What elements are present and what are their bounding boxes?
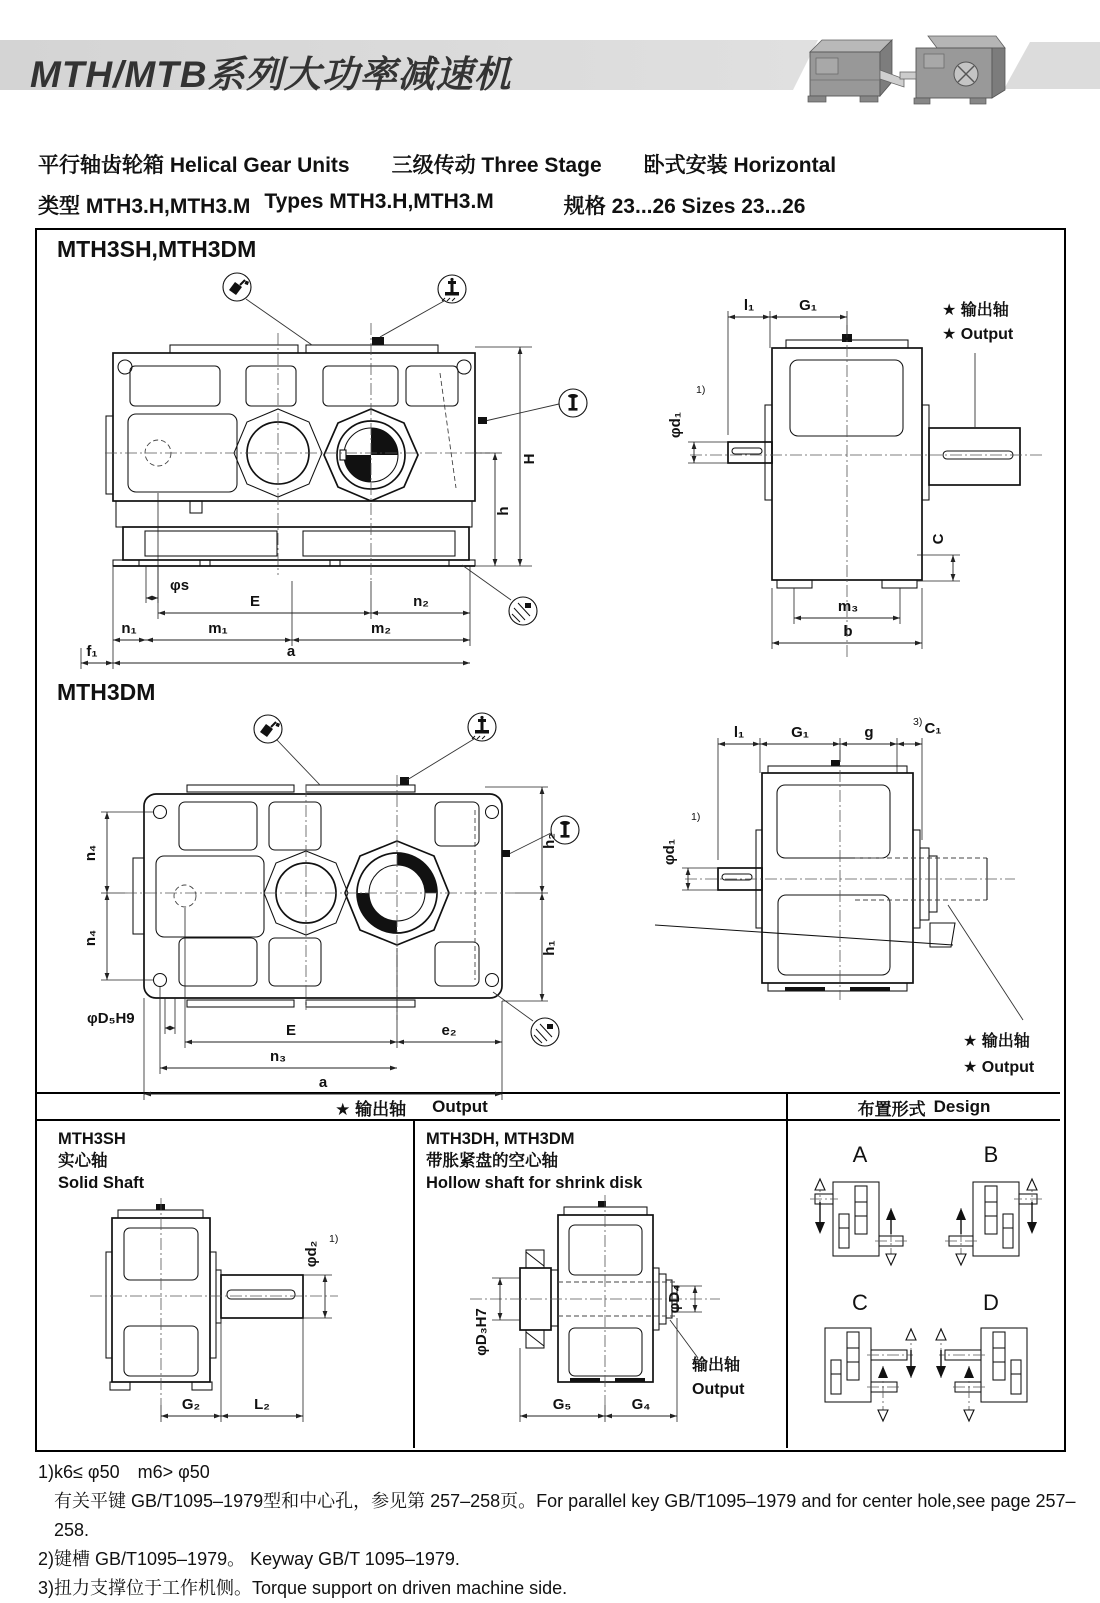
dim-arrowhead: [763, 315, 770, 320]
dim-arrowhead: [840, 742, 847, 747]
dim-arrowhead: [105, 893, 110, 900]
output-label-en-3: Output: [692, 1381, 745, 1398]
side-view-hollow-drawing: [655, 690, 1065, 1105]
dim-a2: a: [318, 1074, 328, 1091]
dim-arrowhead: [113, 661, 120, 666]
dim-arrowhead: [893, 616, 900, 621]
dim-arrowhead: [146, 638, 153, 643]
dim-f1: f₁: [86, 643, 98, 660]
dim-G5: G₅: [552, 1396, 572, 1413]
intro-1-seg-3: 卧式安装 Horizontal: [643, 154, 837, 177]
dim-phid1: φd₁: [667, 411, 684, 439]
dim-arrowhead: [670, 1414, 677, 1419]
oil-level-screw-icon: [559, 389, 587, 417]
output-label-en-2: ★ Output: [963, 1059, 1035, 1076]
dim-G2: G₂: [181, 1396, 201, 1413]
dim-arrowhead: [170, 1026, 175, 1031]
footnote-marker-1: 1): [696, 384, 706, 396]
dim-arrowhead: [598, 1414, 605, 1419]
dim-arrowhead: [139, 638, 146, 643]
dim-arrowhead: [498, 1313, 503, 1320]
dim-phid1b: φd₁: [661, 838, 678, 866]
dim-arrowhead: [105, 973, 110, 980]
footnote-3: 3)扭力支撑位于工作机侧。Torque support on driven machine side.: [38, 1578, 568, 1598]
dim-arrowhead: [540, 893, 545, 900]
dim-arrowhead: [686, 883, 691, 890]
gearbox-front-outline: [105, 323, 490, 581]
dim-arrowhead: [915, 641, 922, 646]
hollow-shaft-dimensions: [473, 1278, 702, 1422]
intro-1-seg-1: 平行轴齿轮箱 Helical Gear Units: [38, 154, 350, 177]
dim-b: b: [843, 623, 853, 640]
output-shaft-callout-2: [948, 905, 1035, 1076]
dim-G1: G₁: [799, 297, 817, 314]
dim-L2: L₂: [254, 1396, 270, 1413]
plan-view-dimensions: [82, 787, 558, 1100]
footnote-1: 1)k6≤ φ50 m6> φ50: [38, 1462, 210, 1482]
dim-arrowhead: [214, 1414, 221, 1419]
plan-view-drawing: [45, 690, 585, 1110]
design-band: [788, 1095, 1060, 1119]
output-band-cn: ★ 输出轴: [335, 1099, 407, 1119]
hollow-shaft-drawing: [430, 1190, 780, 1440]
dim-arrowhead: [915, 742, 922, 747]
footnote-marker-3: 3): [913, 716, 923, 728]
dim-h1: h₁: [541, 940, 558, 956]
dim-arrowhead: [463, 661, 470, 666]
dim-arrowhead: [106, 661, 113, 666]
dim-C: C: [930, 533, 947, 545]
dim-arrowhead: [693, 1305, 698, 1312]
dim-e2: e₂: [441, 1022, 457, 1039]
gearbox-side2-outline: [655, 750, 1015, 1000]
dim-a: a: [286, 643, 296, 660]
dim-arrowhead: [540, 886, 545, 893]
dim-arrowhead: [605, 1414, 612, 1419]
design-letter-B: B: [983, 1142, 999, 1167]
view-label-bottom: MTH3DM: [57, 679, 156, 705]
oil-fill-plug-icon: [254, 715, 282, 743]
intro-line-2: [38, 190, 805, 220]
dim-phis: φs: [170, 577, 190, 594]
dim-arrowhead: [463, 638, 470, 643]
breather-plug-icon: [438, 275, 466, 303]
dim-arrowhead: [323, 1311, 328, 1318]
service-point-balloons-plan: [254, 713, 579, 1046]
dim-arrowhead: [833, 742, 840, 747]
oil-drain-plug-icon: [509, 597, 537, 625]
dim-arrowhead: [161, 1414, 168, 1419]
dim-arrowhead: [951, 574, 956, 581]
side-view-dimensions: [667, 297, 960, 649]
output-label-cn-2: ★ 输出轴: [963, 1033, 1030, 1050]
dim-E2: E: [285, 1022, 297, 1039]
dim-arrowhead: [185, 1040, 192, 1045]
intro-line-1: [38, 149, 836, 179]
dim-G4: G₄: [631, 1396, 651, 1413]
solid-type: MTH3SH: [58, 1130, 126, 1148]
dim-arrowhead: [371, 611, 378, 616]
dim-arrowhead: [105, 812, 110, 819]
dim-g: g: [864, 724, 874, 741]
divider-shaft-panels: [413, 1121, 415, 1448]
side-view-drawing: [660, 263, 1060, 688]
dim-m3: m₃: [837, 598, 859, 615]
gearbox-side-outline: [690, 325, 1045, 658]
breather-plug-icon: [468, 713, 496, 741]
design-letter-A: A: [852, 1142, 868, 1167]
solid-cn: 实心轴: [58, 1152, 108, 1170]
view-label-top: MTH3SH,MTH3DM: [57, 236, 257, 262]
design-band-cn: 布置形式: [857, 1099, 926, 1119]
footnote-2: 2)键槽 GB/T1095–1979。 Keyway GB/T 1095–1979.: [38, 1549, 460, 1569]
oil-drain-plug-icon: [531, 1018, 559, 1046]
header-band-right-parallelogram: [1004, 42, 1100, 89]
divider-design-panel: [786, 1092, 788, 1448]
dim-arrowhead: [113, 638, 120, 643]
dim-h: h: [495, 506, 512, 516]
output-label-cn-3: 输出轴: [692, 1357, 741, 1374]
design-band-en: Design: [933, 1097, 991, 1116]
dim-n3: n₃: [269, 1048, 287, 1065]
dim-m1: m₁: [208, 620, 228, 637]
intro-2-seg-1: 类型 MTH3.H,MTH3.M: [38, 195, 251, 218]
dim-arrowhead: [152, 596, 158, 601]
dim-arrowhead: [493, 453, 498, 460]
gear-unit-photo-left: [808, 40, 904, 102]
dim-arrowhead: [840, 315, 847, 320]
dim-D4: φD₄: [666, 1284, 683, 1314]
dim-arrowhead: [323, 1275, 328, 1282]
side2-dimensions: [661, 716, 942, 890]
front-view-dimensions: [81, 347, 538, 669]
dim-arrowhead: [772, 641, 779, 646]
output-shaft-band: [37, 1095, 786, 1119]
dim-arrowhead: [540, 787, 545, 794]
intro-1-seg-2: 三级传动 Three Stage: [391, 154, 602, 177]
dim-arrowhead: [890, 742, 897, 747]
output-label-cn: ★ 输出轴: [942, 302, 1009, 319]
design-letter-C: C: [852, 1290, 868, 1315]
dim-arrowhead: [760, 742, 767, 747]
output-shaft-callout-3: [670, 1320, 745, 1398]
design-arrangement-panel: [795, 1128, 1057, 1443]
dim-H: H: [521, 453, 538, 465]
dim-arrowhead: [463, 611, 470, 616]
dim-arrowhead: [146, 596, 152, 601]
output-shaft-callout: [942, 300, 1014, 428]
design-letter-D: D: [983, 1290, 999, 1315]
dim-arrowhead: [951, 555, 956, 562]
dim-G1b: G₁: [791, 724, 809, 741]
solid-shaft-dimensions: [161, 1233, 338, 1422]
dim-arrowhead: [518, 347, 523, 354]
design-diagram-A: [810, 1179, 908, 1265]
dim-l1b: l₁: [733, 724, 745, 741]
hollow-en: Hollow shaft for shrink disk: [426, 1174, 643, 1192]
dim-arrowhead: [390, 1066, 397, 1071]
solid-en: Solid Shaft: [58, 1174, 145, 1192]
dim-arrowhead: [285, 638, 292, 643]
dim-arrowhead: [728, 315, 735, 320]
dim-arrowhead: [397, 1040, 404, 1045]
hollow-shaft-panel-title: [426, 1128, 642, 1194]
footnotes: [38, 1458, 1078, 1603]
hollow-type: MTH3DH, MTH3DM: [426, 1130, 575, 1148]
dim-phid2: φd₂: [303, 1240, 320, 1268]
footnote-marker-1b: 1): [691, 811, 701, 823]
dim-arrowhead: [692, 442, 697, 449]
dim-arrowhead: [718, 742, 725, 747]
dim-arrowhead: [292, 638, 299, 643]
dim-arrowhead: [518, 559, 523, 566]
design-diagram-D: [936, 1328, 1027, 1421]
dim-arrowhead: [105, 886, 110, 893]
dim-arrowhead: [158, 611, 165, 616]
dim-D5H9: φD₅H9: [87, 1010, 135, 1027]
design-diagram-C: [825, 1328, 916, 1421]
dim-arrowhead: [221, 1414, 228, 1419]
dim-E: E: [249, 593, 261, 610]
dim-C1: C₁: [924, 720, 942, 737]
intro-2-seg-3: 规格 23...26 Sizes 23...26: [563, 195, 806, 218]
gear-unit-photos: [800, 20, 1010, 125]
solid-shaft-outline: [90, 1198, 338, 1405]
dim-arrowhead: [493, 559, 498, 566]
hollow-cn: 带胀紧盘的空心轴: [426, 1152, 558, 1170]
dim-n4-top: n₄: [82, 844, 99, 862]
dim-arrowhead: [495, 1040, 502, 1045]
dim-arrowhead: [770, 315, 777, 320]
dim-arrowhead: [520, 1414, 527, 1419]
dim-arrowhead: [81, 661, 88, 666]
dim-arrowhead: [686, 868, 691, 875]
dim-arrowhead: [390, 1040, 397, 1045]
dim-arrowhead: [364, 611, 371, 616]
dim-n4-bottom: n₄: [82, 929, 99, 947]
output-band-en: Output: [432, 1097, 488, 1116]
dim-arrowhead: [160, 1066, 167, 1071]
dim-n1: n₁: [121, 620, 137, 637]
dim-D3H7: φD₃H7: [473, 1308, 490, 1356]
output-label-en: ★ Output: [942, 326, 1014, 343]
gear-unit-photo-right: [900, 36, 1005, 104]
dim-arrowhead: [753, 742, 760, 747]
dim-arrowhead: [693, 1286, 698, 1293]
design-diagram-B: [944, 1179, 1042, 1265]
gearbox-plan-outline: [125, 775, 515, 1020]
dim-m2: m₂: [370, 620, 392, 637]
footnote-1b: 有关平键 GB/T1095–1979型和中心孔，参见第 257–258页。For parallel key GB/T1095–1979 and for center hole,see page 257–258.: [54, 1491, 1076, 1540]
dim-arrowhead: [165, 1026, 170, 1031]
footnote-marker-1c: 1): [329, 1233, 339, 1245]
dim-arrowhead: [498, 1278, 503, 1285]
dim-arrowhead: [540, 994, 545, 1001]
solid-shaft-panel-title: [58, 1128, 144, 1194]
page-title: MTH/MTB系列大功率减速机: [30, 54, 512, 95]
solid-shaft-drawing: [70, 1190, 390, 1440]
dim-arrowhead: [794, 616, 801, 621]
dim-arrowhead: [692, 456, 697, 463]
oil-fill-plug-icon: [223, 273, 251, 301]
dim-h2: h₂: [541, 833, 558, 849]
intro-2-seg-2: Types MTH3.H,MTH3.M: [264, 190, 494, 213]
dim-arrowhead: [296, 1414, 303, 1419]
dim-l1: l₁: [743, 297, 755, 314]
dim-arrowhead: [897, 742, 904, 747]
front-view-drawing: [50, 263, 580, 688]
dim-n2: n₂: [413, 593, 429, 610]
